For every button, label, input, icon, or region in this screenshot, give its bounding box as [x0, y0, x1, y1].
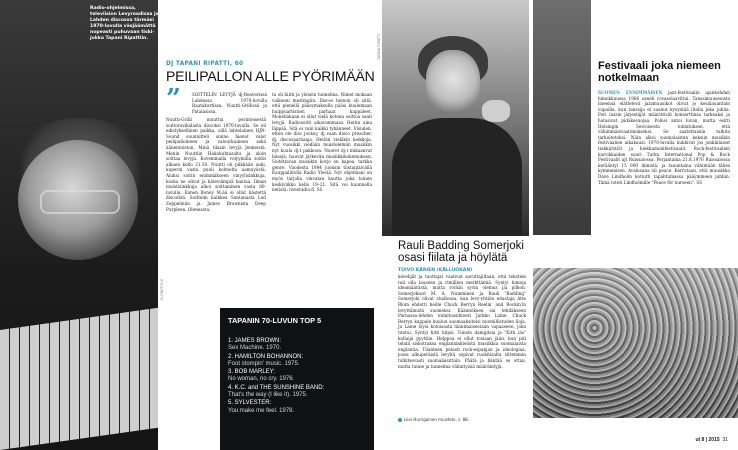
top5-artist: 1. JAMES BROWN: — [228, 338, 282, 344]
tapani-ripatti-piano-photo — [0, 0, 158, 450]
festival-photo-top — [533, 0, 591, 235]
bullet-icon — [398, 418, 402, 422]
mid-body — [398, 274, 526, 369]
festival-crowd-photo — [533, 268, 738, 418]
top5-song: That's the way (I like it). 1975. — [228, 392, 308, 399]
top5-box — [220, 308, 374, 450]
top5-song: You make me feel. 1978. — [228, 407, 295, 414]
rauli-badding-photo — [382, 0, 529, 236]
top5-item — [228, 400, 368, 415]
top5-artist: 2. HAMILTON BOHANNON: — [228, 353, 304, 360]
article-column-1-text: Nuutti-Grilli muuttui perinteisestä soittoravikalasta discoksi 1970-luvulla. Se oli edistyksellinen paikka, sillä lahtelainen HJN-Sound suunnitteli siinne hienot valot peilipalloineen ja valourkuineen sekä äänentoiston. Minä tilasin levyjä Jenkeistä. Menin Nuuttiin Hakahuhtasalta ja aloin soittaa levyjä. Kovemmalla volyymilla soitin alkaen kello 21.30. Nuutti oli pilkkään auki, kuperin vasta puoli kolmelta aamuyöstä. Aluksi soitin enimmäkseen vinyylisinkkuja, koska ne olivat ja käteviämpiä kantaa. Ilman muistisinkkuja alkoi soittaminen vasta 80-luvulla. Ennen Boney M:ää ei ollut kästettä discoihin. Soittelin kaikkea Santanasta Led Zeppeliniin ja James Brownista Deep Purpleen. Oleneasta. — [166, 117, 266, 212]
article-column-1 — [166, 117, 266, 212]
top5-item — [228, 354, 368, 369]
article-headline: PEILIPALLON ALLE PYÖRIMÄÄN — [166, 68, 375, 84]
mid-caption-text: Levi Hurrigainen muistelu, s. 88. — [404, 417, 469, 422]
mid-caption — [398, 417, 469, 422]
photo-face-shape — [426, 50, 480, 114]
top5-list — [228, 338, 368, 416]
left-photo-caption: Radio-ohjelmissa, televiision Levyraadissa ja Lahden discossa tärmäsi 1970-luvulla väsjäämättä nopeasti puhuvaan tiski-jokka Tapani Ripattiin. — [90, 6, 159, 41]
article-kicker: DJ TAPANI RIPATTI, 60 — [166, 61, 244, 67]
top5-item — [228, 385, 368, 400]
mid-photo-credit: TAPANI RIPATTI — [377, 33, 381, 60]
right-headline: Festivaali joka niemeen notkelmaan — [598, 60, 721, 84]
article-intro-text: SOITTELIN LEVYJÄ dj-Reaverissä Lahdessa 1970-luvulla Raatakartissa, Nuutti-Grillissä ja Patalasissa. — [192, 92, 267, 114]
photo-hand-shape — [482, 100, 510, 122]
photo-glasses-shape — [40, 190, 120, 214]
mid-kicker: TOIVO KÄRIEN (KÄLLUOKAN) — [398, 268, 473, 273]
top5-item — [228, 369, 368, 384]
article-column-2-text: ta oli hiitti ja yleisön tunnelma. Nimet mokaan vaikeeni mestingiin. Discos hienon oli siitä, että pienellä pääsymaksulla pääsi kuulemaan huippuartistien parhaat kappaleet. Monellakaan ei ollut vielä kotona soittoa saati levyjä. Radiosoitti aikavammasa. Heitin aina läppää. Sitä ei vain kaikki tykänneet. Visiulen, etten ole disc jockey, dj vaan disco preacher, dj, discosaarnaaja. Heitän vieläkin keikkoja. Nyt vuosikki viedään muistelemiin musiikin nyt kuulu dj:t pakkoon. Nuoret dj:t mikaanvat biisejä, huovat järkevän musiikkikokemuksen. Soitettavan musiikin korjo on kapea, tarkka genre. Vuodesta 1984 juonsin tiistaipäivällä Kauppaliitolla Radio Ylestä. Nyt ohjelmani on myös tarjolla vinvatan kautta joka toinen keskiviikko kello 19–21. Sitä voi kuunnella netistä: livesradio.fi. SS — [272, 92, 372, 193]
left-photo-credit: ELONET/YLE — [160, 278, 164, 300]
right-body-text — [598, 90, 730, 185]
article-intro — [192, 92, 267, 114]
top5-song: No woman, no cry. 1976. — [228, 376, 295, 383]
top5-song: Sex Machine. 1970. — [228, 345, 282, 352]
right-body-rest: jazz-festivaalin ajankohdan himokkuussa 1966 saneli rovasolaavittai. Tanssimuuseoista itseensä elättelevä jazzmuusikot olivat jo kesälauantain vapailla, kun tanssija ei saanut kysyntää iltalla joka juhlia. Pori lazzin järjestäjät määrittivät konserttinsa tarkeaksi ja halusivat pidäkesuojaa. Poliisi antoi luvan, mutta esitti Helsingin Seivoisesta toimituksen, että vähimmäisvaatimukseksi. Se saatettaisiin tulkita tarkoitetuksi. Näin alkoi suomalaisten keksiin musiikin festivaalien aikakausi. 1970-luvulla kukkivat jos jonkinlaiset tiekkiyhtiöt ja hiekkamonifestivaalit. Rock-festivaalien karvikkaiden suuri Turku International Pop & Rock Festivaalit ajt Ruissalossa. Perjantaina 21.8.1970 Ruissalossa kerääntyi 15 000 ihmistä, ja lauantaina vähintään lähes kymmenisen. Avainsana oli peace. Kerrotaan, että muusikko Dave Lindholm kotiutti tapahtumassa pääymmeen juhliin. Tämä toteti Lindholmille "Peace för nurseen". SS — [598, 90, 730, 185]
top5-song: Foot stompin' music. 1975. — [228, 360, 300, 367]
mid-body-text: kävelijät ja tuottajat vaativat savuttajiltaan, että tekstien tuli olla lauseen ja rimillien merkttämiä. Syntyi himoja ideamäärästä, mutta rockin syvin olemus jäi pilkon. Somerjokisot M. A. Numminen ja Rauli "Badding" Somerjoki olivat studiossa, kun levy-yhtiön edustaja Atte Blom ehdotti heille Chuck Berryn Reelin' and Rockin'in levyttämistä suomeksi. Käännöksen sai tehdäkseen Parnasso-lehden toimitussihteeri Jarkko Laine. Chuck Berryn kappale kuuluu suomaaksitelsi nuomillistuden iloja. Ja Laine löysi kotoisasta lännimaisestaan vapaaseen, joka tuntui, Syntyi hitti hilpsi, Tunsin damgitsia ja "Kitti iäs" kollaija pyyttiin. Helppoa ei ollut tosiaan jäiin, kun piti tehdä siskotraksa englanninkielistä musiikkia suomalaista englantia. Tilanteen pelasti rock-espanjan ja ideologiaa, jossa alkuperäislä levyltä sopivat ruokitisalta sittemmin tulkitsevasti suomalaisittain. Päätä ja häntää se ottaa, mutta tunne ja tunnelma vähintyisiä määrämtyjä. — [398, 274, 526, 369]
top5-artist: 4. K.C. and THE SUNSHINE BAND: — [228, 384, 325, 391]
photo-piano-keys — [0, 308, 158, 450]
top5-item — [228, 338, 368, 353]
page-folio — [695, 437, 728, 443]
quote-mark-icon: ” — [166, 84, 181, 114]
top5-artist: 3. BOB MARLEY: — [228, 369, 276, 376]
top5-title: TAPANIN 70-LUVUN TOP 5 — [228, 316, 322, 325]
page-number: 31 — [722, 437, 728, 443]
article-column-2 — [272, 92, 372, 193]
mid-headline: Rauli Badding Somerjoki osasi fiilata ja höylätä — [398, 240, 524, 264]
magazine-issue: ut 8 | 2015 — [695, 437, 720, 443]
top5-artist: 5. SYLVESTER: — [228, 400, 272, 407]
right-lead: SUOMEN ENSIMMÄISEN — [598, 90, 663, 95]
photo-body-shape — [392, 118, 522, 236]
right-body — [598, 90, 730, 185]
